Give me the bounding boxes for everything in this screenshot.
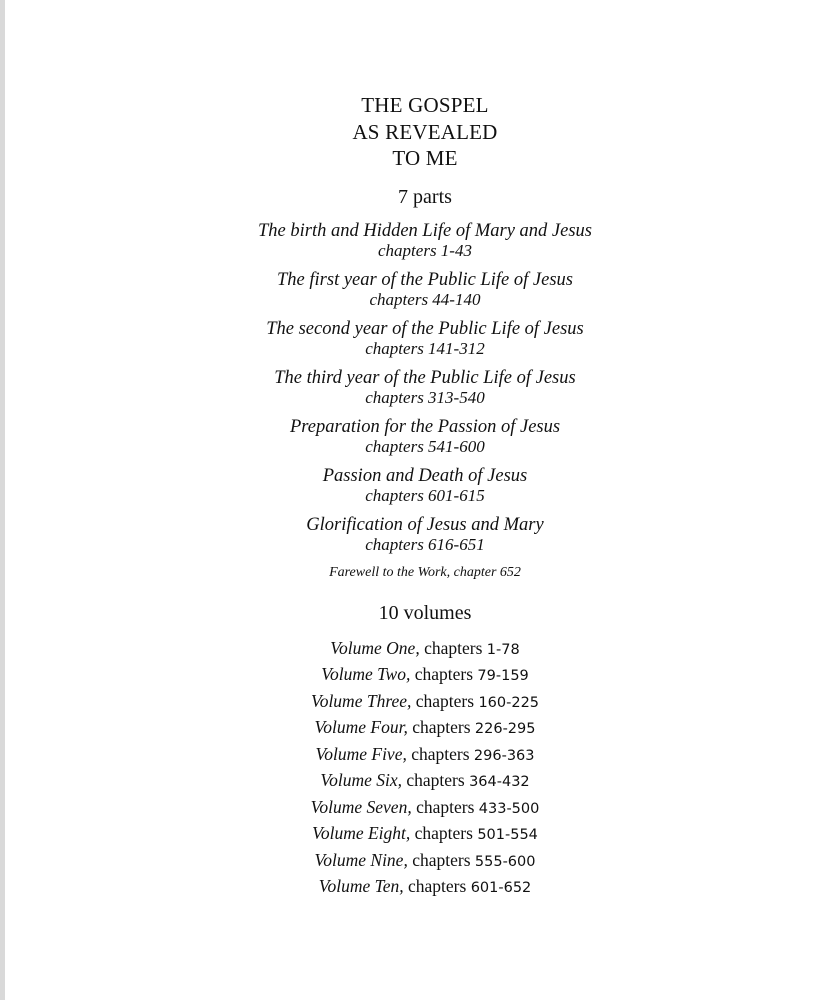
volume-item: [5, 768, 828, 795]
volume-name: Volume Six,: [320, 770, 402, 790]
volume-name: Volume Five,: [315, 743, 407, 764]
volume-range: 160-225: [478, 694, 540, 711]
volume-name: Volume Seven,: [310, 796, 412, 817]
volume-range: 501-554: [477, 827, 538, 843]
document-title: [5, 92, 828, 172]
volume-range: 555-600: [474, 853, 536, 870]
volume-chapters-word: chapters: [414, 664, 474, 684]
part-chapters: chapters 616-651: [365, 534, 485, 554]
part-chapters: chapters 541-600: [365, 436, 485, 456]
volume-item: [5, 662, 828, 689]
volume-name: Volume Ten,: [318, 876, 404, 896]
part-item: [5, 467, 828, 505]
volume-item: [5, 874, 828, 901]
part-title: The second year of the Public Life of Jesus: [266, 318, 584, 339]
part-title: The first year of the Public Life of Jesus: [277, 269, 573, 290]
part-item: [5, 222, 828, 260]
part-title: Glorification of Jesus and Mary: [306, 514, 544, 535]
volume-range: 601-652: [470, 880, 532, 896]
volume-name: Volume Four,: [314, 717, 408, 737]
title-line-3: TO ME: [392, 146, 458, 170]
document-page: [5, 0, 828, 1000]
parts-list: [5, 222, 828, 582]
volume-range: 364-432: [469, 774, 530, 790]
volume-chapters-word: chapters: [408, 876, 467, 896]
volume-name: Volume Nine,: [314, 849, 408, 870]
volumes-list: [5, 636, 828, 901]
content-column: [5, 92, 828, 901]
volume-item: [5, 689, 828, 716]
volume-name: Volume Eight,: [312, 823, 411, 843]
volume-chapters-word: chapters: [412, 849, 471, 870]
volume-item: [5, 848, 828, 875]
part-chapters: chapters 601-615: [365, 485, 485, 505]
volume-chapters-word: chapters: [412, 717, 471, 737]
volume-range: 79-159: [477, 668, 529, 684]
part-title: The birth and Hidden Life of Mary and Jesus: [257, 220, 592, 241]
volume-item: [5, 795, 828, 822]
volume-chapters-word: chapters: [415, 690, 475, 711]
volume-range: 296-363: [473, 747, 535, 764]
volume-name: Volume Two,: [321, 664, 411, 684]
part-title: Preparation for the Passion of Jesus: [289, 416, 561, 437]
title-line-1: THE GOSPEL: [361, 93, 489, 117]
volume-item: [5, 821, 828, 848]
volume-name: Volume One,: [330, 637, 420, 658]
part-title: The third year of the Public Life of Jesus: [274, 367, 576, 388]
volume-range: 433-500: [478, 800, 540, 817]
farewell-note: Farewell to the Work, chapter 652: [329, 564, 521, 580]
volume-item: [5, 636, 828, 663]
volume-range: 1-78: [486, 641, 520, 658]
parts-heading: 7 parts: [398, 185, 452, 208]
volume-range: 226-295: [474, 721, 536, 737]
part-chapters: chapters 44-140: [369, 289, 481, 309]
part-title: Passion and Death of Jesus: [322, 465, 528, 486]
part-item: [5, 271, 828, 309]
part-item: [5, 418, 828, 456]
part-chapters: chapters 313-540: [365, 387, 485, 407]
volume-chapters-word: chapters: [424, 637, 483, 658]
part-chapters: chapters 1-43: [378, 240, 472, 260]
part-item: [5, 369, 828, 407]
volume-chapters-word: chapters: [414, 823, 473, 843]
part-chapters: chapters 141-312: [365, 338, 485, 358]
volume-chapters-word: chapters: [416, 796, 475, 817]
volume-item: [5, 742, 828, 769]
part-item: [5, 516, 828, 554]
volume-item: [5, 715, 828, 742]
volume-chapters-word: chapters: [406, 770, 465, 790]
part-item: [5, 320, 828, 358]
title-line-2: AS REVEALED: [352, 119, 498, 144]
volumes-heading: 10 volumes: [378, 601, 472, 624]
volume-chapters-word: chapters: [411, 743, 470, 764]
volume-name: Volume Three,: [310, 690, 412, 711]
